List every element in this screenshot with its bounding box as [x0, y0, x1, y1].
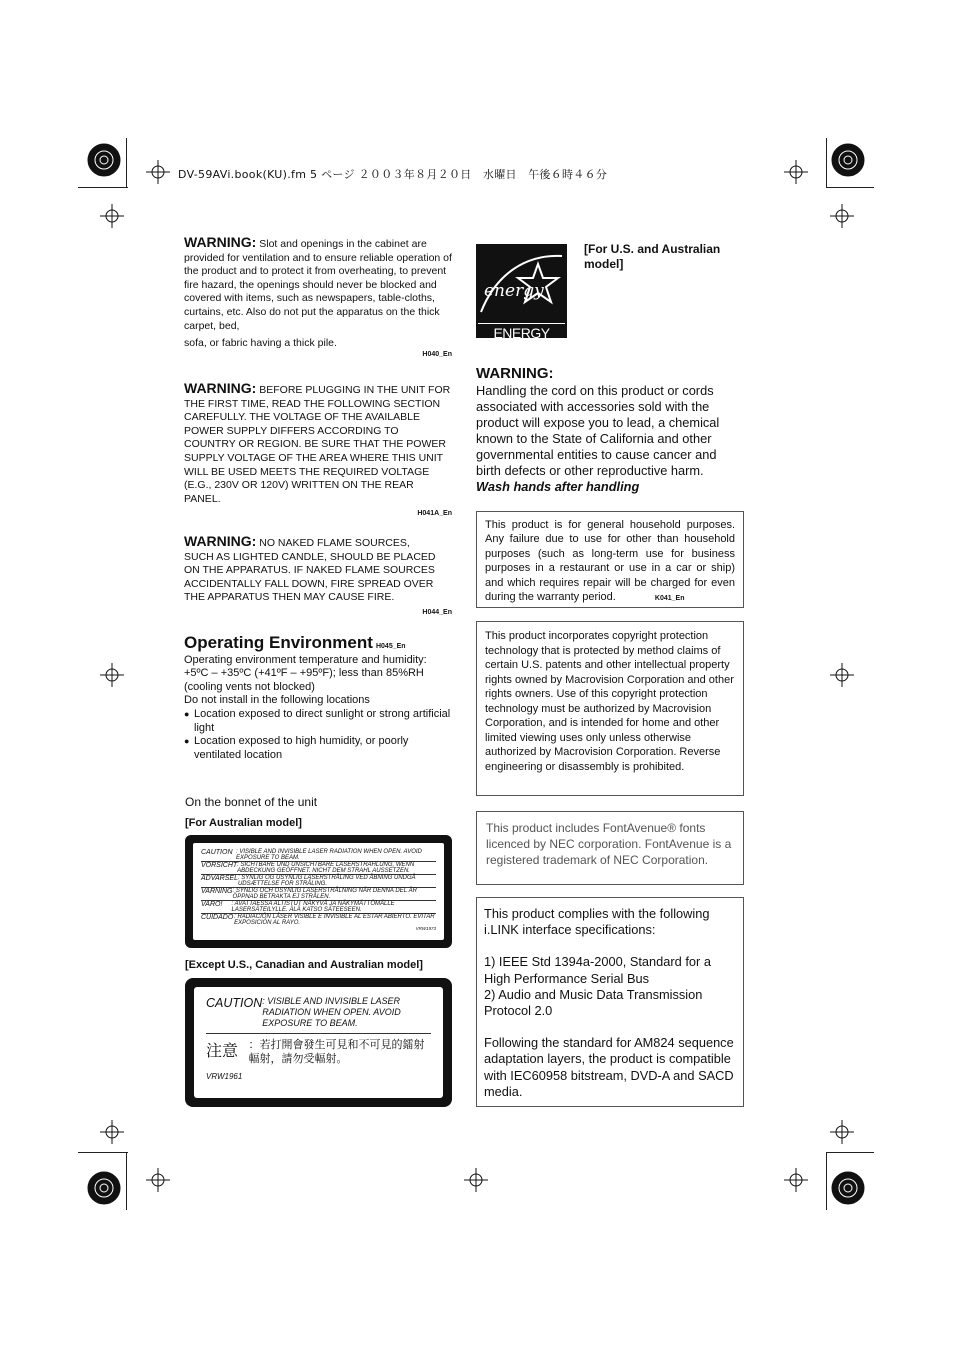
notice-code: K041_En — [654, 595, 685, 603]
household-notice — [476, 511, 744, 608]
energy-star-logo — [476, 244, 567, 359]
operating-line: Operating environment temperature and humidity: — [184, 653, 427, 666]
warning-ventilation — [184, 236, 452, 358]
warning-body: Slot and openings in the cabinet are provided for ventilation and to ensure reliable operation of the product and to protect it from overheating, to prevent fire hazard, the openings should never be blocked and covered with items, such as newspapers, table-cloths, curtains, etc. Also do not put the apparatus on the thick carpet, bed, — [184, 238, 452, 332]
notice-body: This product includes FontAvenue® fonts licenced by NEC corporation. FontAvenue is a registered trademark of NEC Corporation. — [486, 821, 732, 867]
caution-row: CAUTION : VISIBLE AND INVISIBLE LASER RADIATION WHEN OPEN. AVOID EXPOSURE TO BEAM. — [201, 849, 436, 862]
energy-label: [For U.S. and Australian model] — [584, 242, 721, 271]
notice-body: This product is for general household purposes. Any failure due to use for other than household purposes (such as long-term use for business purposes in a restaurant or use in a car or ship) and which requires repair will be charged for even during the warranty period. — [485, 519, 735, 604]
operating-environment — [184, 633, 452, 762]
energy-script: energy — [484, 281, 544, 301]
caution-row: VARNING : SYNLIG OCH OSYNLIG LASERSTRÅLNING NÄR DENNA DEL ÄR ÖPPNAD BETRAKTA EJ STRÅLEN. — [201, 888, 436, 901]
caution-label-multilang — [185, 835, 452, 948]
warning-code: H044_En — [422, 608, 452, 616]
caution-code: VRW1973 — [415, 926, 436, 931]
warning-emphasis: Wash hands after handling — [476, 479, 640, 494]
caution-row: VARO! : AVATTAESSA ALTISTUT NÄKYVÄ JA NÄKYMÄTTÖMÄLLE LASERSÄTEILYLLE. ÄLÄ KATSO SÄTEESEEN. — [201, 901, 436, 914]
caution-code: VRW1961 — [206, 1072, 243, 1081]
notice-para: 1) IEEE Std 1394a-2000, Standard for a High Performance Serial Bus — [484, 954, 711, 986]
warning-voltage — [184, 382, 452, 517]
list-item: ● Location exposed to high humidity, or poorly ventilated location — [184, 735, 452, 762]
list-item: ● Location exposed to direct sunlight or strong artificial light — [184, 708, 452, 735]
operating-line: +5ºC – +35ºC (+41ºF – +95ºF); less than 85%RH (cooling vents not blocked) — [184, 667, 424, 693]
warning-flame — [184, 535, 452, 616]
energy-star-text: ENERGY STAR — [493, 325, 550, 359]
caution-text-chinese: ：若打開會發生可見和不可見的鐳射輻射，請勿受輻射。 — [248, 1038, 425, 1065]
australian-label: [For Australian model] — [185, 817, 302, 829]
warning-body-first: NO NAKED FLAME SOURCES, — [259, 537, 410, 549]
warning-body: Handling the cord on this product or cords associated with accessories sold with the product will expose you to lead, a chemical known to the State of California and other governmental entities to cause cancer and birth defects or other reproductive harm. — [476, 383, 720, 478]
caution-key: CAUTION — [206, 996, 263, 1010]
warning-california — [476, 364, 744, 495]
warning-body: SUCH AS LIGHTED CANDLE, SHOULD BE PLACED ON THE APPARATUS. IF NAKED FLAME SOURCES ACCIDENTALLY FALL DOWN, FIRE SPREAD OVER THE APPARATUS THEN MAY CAUSE FIRE. — [184, 550, 436, 604]
warning-title: WARNING: — [184, 234, 257, 250]
warning-title: WARNING: — [184, 380, 257, 396]
warning-title: WARNING: — [184, 533, 257, 549]
caution-text: : VISIBLE AND INVISIBLE LASER RADIATION WHEN OPEN. AVOID EXPOSURE TO BEAM. — [262, 996, 401, 1028]
section-code: H045_En — [375, 643, 406, 650]
warning-body: BEFORE PLUGGING IN THE UNIT FOR THE FIRST TIME, READ THE FOLLOWING SECTION CAREFULLY. THE VOLTAGE OF THE AVAILABLE POWER SUPPLY DIFFERS ACCORDING TO COUNTRY OR REGION. BE SURE THAT THE POWER SUPPLY VOLTAGE OF THE AREA WHERE THIS UNIT WILL BE USED MEETS THE REQUIRED VOLTAGE (E.G., 230V OR 120V) WRITTEN ON THE REAR PANEL. — [184, 384, 451, 505]
warning-body-end: sofa, or fabric having a thick pile. — [184, 337, 337, 350]
caution-row: VORSICHT : SICHTBARE UND UNSICHTBARE LASERSTRAHLUNG, WENN ABDECKUNG GEÖFFNET. NICHT DEM STRAHL AUSSETZEN. — [201, 862, 436, 875]
caution-row: ADVARSEL : SYNLIG OG USYNLIG LASERSTRÅLING VED ÅBNING UNDGÅ UDSÆTTELSE FOR STRÅLING. — [201, 875, 436, 888]
fontavenue-notice — [476, 811, 744, 885]
ilink-notice — [476, 897, 744, 1107]
caution-label-chinese — [185, 978, 452, 1107]
energy-star-icon — [476, 244, 567, 318]
warning-code: H041A_En — [417, 510, 452, 518]
notice-body: This product incorporates copyright protection technology that is protected by method claims of certain U.S. patents and other intellectual property rights owned by Macrovision Corporation and other rights owners. Use of this copyright protection technology must be authorized by Macrovision Corporation, and is intended for home and other limited viewing uses only unless otherwise authorized by Macrovision Corporation. Reverse engineering or disassembly is prohibited. — [485, 630, 734, 773]
notice-para: This product complies with the following i.LINK interface specifications: — [484, 906, 710, 938]
caution-row: CUIDADO : RADIACIÓN LÁSER VISIBLE E INVISIBLE AL ESTAR ABIERTO. EVITAR EXPOSICIÓN AL RAYO. — [201, 914, 435, 926]
macrovision-notice — [476, 621, 744, 796]
except-label: [Except U.S., Canadian and Australian model] — [185, 959, 423, 971]
bonnet-label: On the bonnet of the unit — [185, 795, 318, 809]
notice-para: Following the standard for AM824 sequence adaptation layers, the product is compatible with IEC60958 bitstream, DVD-A and SACD media. — [484, 1035, 734, 1099]
file-header: DV-59AVi.book(KU).fm 5 ページ ２００３年８月２０日 水曜日 午後６時４６分 — [178, 168, 608, 181]
notice-para: 2) Audio and Music Data Transmission Protocol 2.0 — [484, 986, 703, 1019]
warning-title: WARNING: — [476, 365, 554, 382]
section-title: Operating Environment — [184, 633, 373, 652]
warning-code: H040_En — [422, 350, 452, 358]
operating-line: Do not install in the following locations — [184, 694, 370, 707]
caution-key-chinese: 注意 — [206, 1041, 239, 1060]
